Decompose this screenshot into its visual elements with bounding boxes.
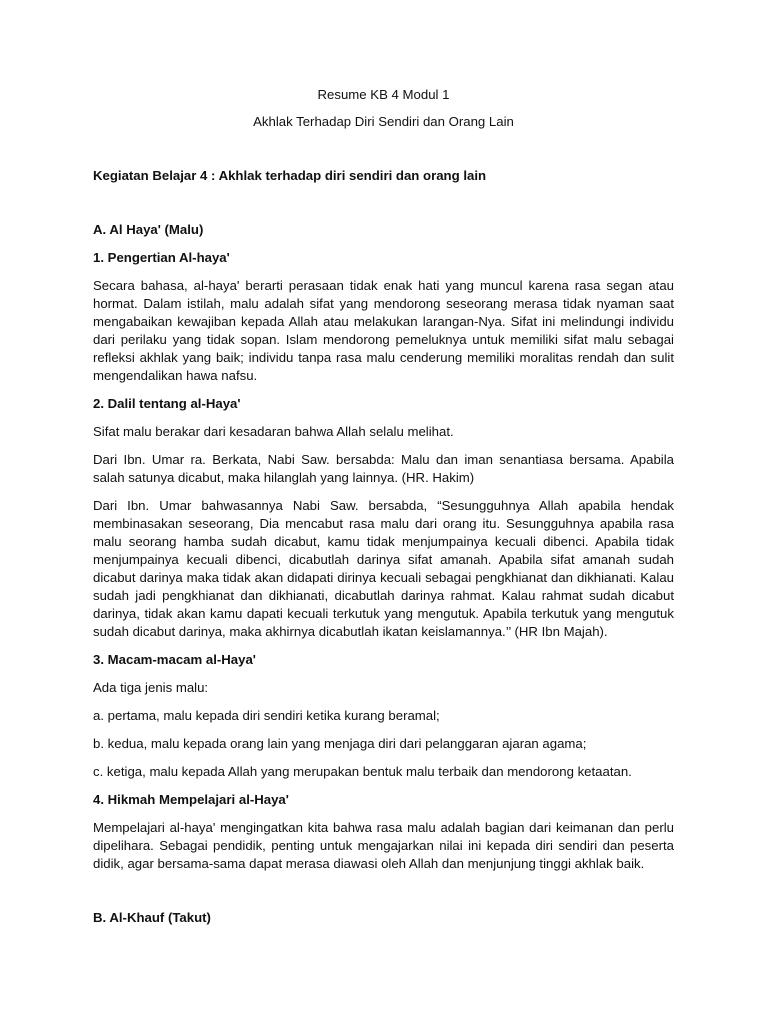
hikmah-heading: 4. Hikmah Mempelajari al-Haya' xyxy=(93,792,289,807)
dalil-paragraph-2: Dari Ibn. Umar ra. Berkata, Nabi Saw. bersabda: Malu dan iman senantiasa bersama. Apabila salah satunya dicabut, maka hilanglah yang lainnya. (HR. Hakim) xyxy=(93,452,674,485)
hikmah-paragraph: Mempelajari al-haya' mengingatkan kita bahwa rasa malu adalah bagian dari keimanan dan perlu dipelihara. Sebagai pendidik, penting untuk mengajarkan nilai ini kepada diri sendiri dan peserta didik, agar bersama-sama dapat merasa diawasi oleh Allah dan menjunjung tinggi akhlak baik. xyxy=(93,820,674,871)
macam-intro: Ada tiga jenis malu: xyxy=(93,680,209,695)
section-b-heading: B. Al-Khauf (Takut) xyxy=(93,910,211,925)
section-a-heading: A. Al Haya' (Malu) xyxy=(93,222,204,237)
document-title: Resume KB 4 Modul 1 xyxy=(317,87,450,102)
document-subtitle: Akhlak Terhadap Diri Sendiri dan Orang Lain xyxy=(253,114,514,129)
macam-item-b: b. kedua, malu kepada orang lain yang menjaga diri dari pelanggaran ajaran agama; xyxy=(93,736,587,751)
dalil-paragraph-1: Sifat malu berakar dari kesadaran bahwa Allah selalu melihat. xyxy=(93,424,454,439)
pengertian-paragraph: Secara bahasa, al-haya' berarti perasaan tidak enak hati yang muncul karena rasa segan atau hormat. Dalam istilah, malu adalah sifat yang mendorong seseorang merasa tidak nyaman saat mengabaikan kewajiban kepada Allah atau melakukan larangan-Nya. Sifat ini melindungi individu dari perilaku yang tidak sopan. Islam mendorong pemeluknya untuk memiliki sifat malu sebagai refleksi akhlak yang baik; individu tanpa rasa malu cenderung memiliki moralitas rendah dan sulit mengendalikan hawa nafsu. xyxy=(93,278,674,383)
macam-item-c: c. ketiga, malu kepada Allah yang merupakan bentuk malu terbaik dan mendorong ketaatan. xyxy=(93,764,632,779)
pengertian-heading: 1. Pengertian Al-haya' xyxy=(93,250,230,265)
kegiatan-heading: Kegiatan Belajar 4 : Akhlak terhadap diri sendiri dan orang lain xyxy=(93,168,487,183)
macam-heading: 3. Macam-macam al-Haya' xyxy=(93,652,256,667)
macam-item-a: a. pertama, malu kepada diri sendiri ketika kurang beramal; xyxy=(93,708,440,723)
dalil-paragraph-3: Dari Ibn. Umar bahwasannya Nabi Saw. bersabda, “Sesungguhnya Allah apabila hendak membinasakan seseorang, Dia mencabut rasa malu dari orang itu. Sesungguhnya apabila rasa malu seorang hamba sudah dicabut, kamu tidak menjumpainya kecuali dibenci. Apabila tidak menjumpainya kecuali dibenci, dicabutlah darinya sifat amanah. Apabila sifat amanah sudah dicabut darinya maka tidak akan didapati dirinya kecuali sebagai pengkhianat dan dikhianati. Kalau sudah jadi pengkhianat dan dikhianati, dicabutlah darinya rahmat. Kalau rahmat sudah dicabut darinya, tidak akan kamu dapati kecuali terkutuk yang mengutuk. Apabila terkutuk yang mengutuk sudah dicabut darinya, maka akhirnya dicabutlah ikatan keislamannya.’’ (HR Ibn Majah). xyxy=(93,498,674,639)
document-body xyxy=(93,86,674,927)
dalil-heading: 2. Dalil tentang al-Haya' xyxy=(93,396,241,411)
